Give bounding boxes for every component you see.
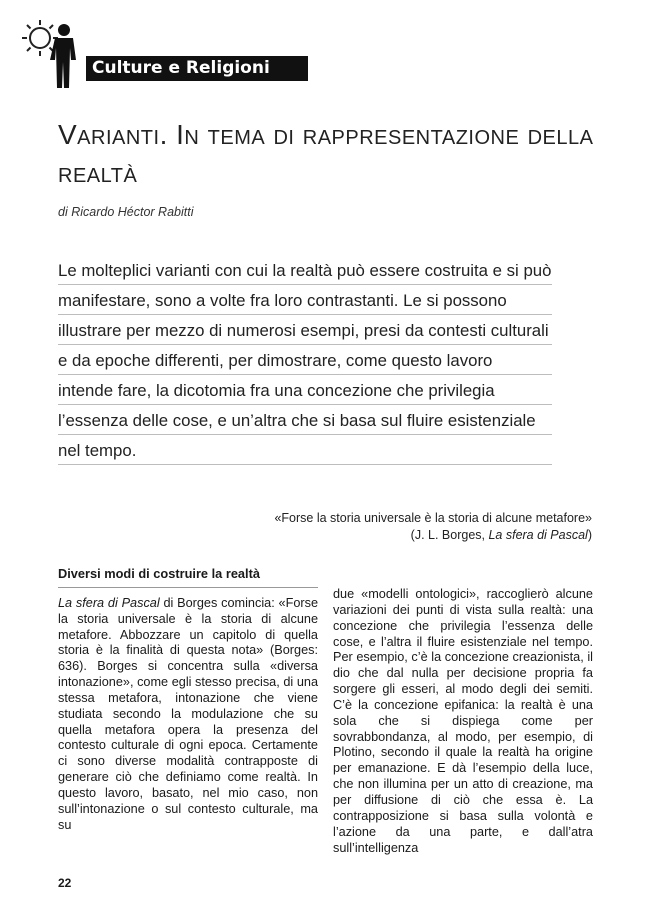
epigraph-quote: «Forse la storia universale è la storia di alcune metafore» <box>274 511 592 525</box>
article-title: Varianti. In tema di rappresentazione della realtà <box>58 119 594 188</box>
epigraph-source <box>172 527 592 544</box>
author-byline: di Ricardo Héctor Rabitti <box>58 205 194 219</box>
article-abstract: Le molteplici varianti con cui la realtà può essere costruita e si può manifestare, sono a volte fra loro contrastanti. Le si possono illustrare per mezzo di numerosi esempi, presi da contesti culturali e da epoche differenti, per dimostrare, come questo lavoro intende fare, la dicotomia fra una concezione che privilegia l’essenza delle cose, e un’altra che si basa sul fluire esistenziale nel tempo. <box>58 256 552 466</box>
epigraph <box>172 510 592 544</box>
lead-work-title: La sfera di Pascal <box>58 595 160 610</box>
right-column-text: due «modelli ontologici», raccoglierò alcune variazioni dei punti di vista sulla realtà: una concezione che privilegia l’essenza delle cose, e l’altra il fluire esistenziale nel tempo. Per esempio, c’è la concezione creazionista, il dio che dal nulla per decisione propria fa sorgere gli esseri, al modo degli dei semiti. C’è la concezione epifanica: la realtà è una sola che si dispiega come per sovrabbondanza, al modo, per esempio, di Plotino, secondo il quale la realtà ha origine per emanazione. E dà l’esempio della luce, che non illumina per un atto di creazione, ma per diffusione di ciò che essa è. La contrapposizione si basa sulla volontà e l’azione da una parte, e dall’atra sull’intelligenza <box>333 587 593 855</box>
left-column <box>58 566 318 834</box>
left-column-text <box>58 596 318 834</box>
epigraph-source-suffix: ) <box>587 528 592 542</box>
left-column-body: di Borges comincia: «Forse la storia universale è la storia di alcune metafore. Abbozzare un capitolo di quella storia è la finalità di questa nota» (Borges: 636). Borges si concentra sulla «diversa intonazione», come egli stesso precisa, di una stessa metafora, intonazione che viene studiata secondo la modulazione che su quella metafora opera la presenza del contesto culturale di ogni epoca. Certamente ci sono diverse modalità contrapposte di generare ciò che definiamo come realtà. In questo lavoro, basato, nel mio caso, non sull’intonazione o sul contesto culturale, ma su <box>58 595 319 832</box>
section-heading: Diversi modi di costruire la realtà <box>58 566 318 588</box>
section-rubric: Culture e Religioni <box>86 56 308 81</box>
right-column <box>333 587 593 856</box>
epigraph-source-prefix: (J. L. Borges, <box>410 528 489 542</box>
page-number: 22 <box>58 876 72 890</box>
epigraph-source-work: La sfera di Pascal <box>488 528 588 542</box>
column-logo-icon <box>18 16 88 90</box>
